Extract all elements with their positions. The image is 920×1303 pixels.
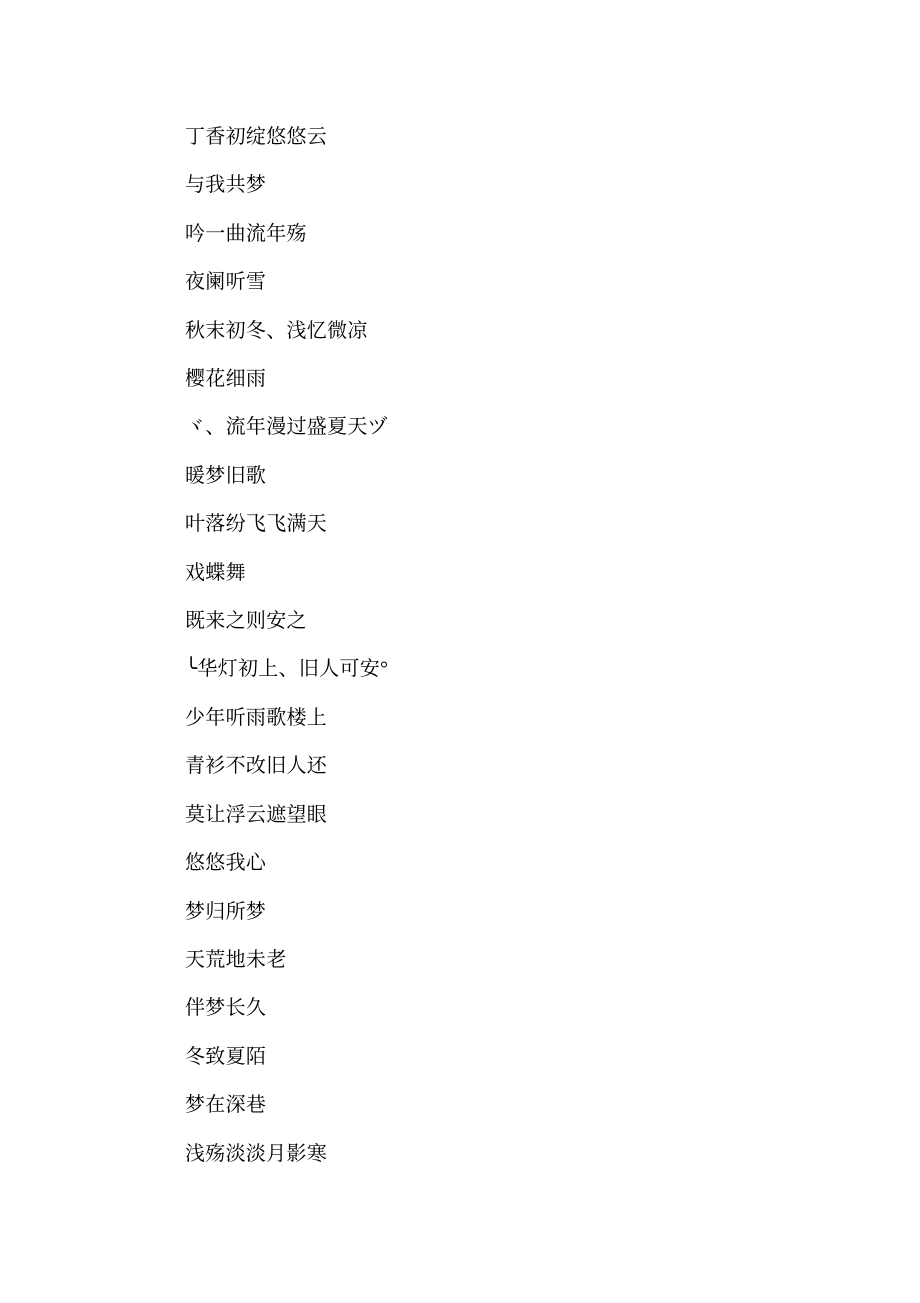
text-line: 秋末初冬、浅忆微凉 <box>185 319 368 342</box>
text-line: 与我共梦 <box>185 174 267 197</box>
text-line: 悠悠我心 <box>185 852 267 875</box>
text-line: 丁香初绽悠悠云 <box>185 126 328 148</box>
text-line: 莫让浮云遮望眼 <box>185 803 328 826</box>
text-line: 既来之则安之 <box>185 610 307 633</box>
text-line: 天荒地未老 <box>185 948 287 971</box>
text-line: 吟一曲流年殇 <box>185 222 307 245</box>
text-line: 浅殇淡淡月影寒 <box>185 1142 328 1165</box>
text-line: ╰华灯初上、旧人可安° <box>185 658 389 681</box>
text-line: 少年听雨歌楼上 <box>185 706 328 729</box>
text-line: 梦归所梦 <box>185 900 267 923</box>
text-line: 暖梦旧歌 <box>185 464 267 487</box>
text-line: 冬致夏陌 <box>185 1045 267 1068</box>
text-line: 樱花细雨 <box>185 368 267 391</box>
text-line: 青衫不改旧人还 <box>185 755 328 778</box>
text-line: 叶落纷飞飞满天 <box>185 513 328 536</box>
text-line: 戏蝶舞 <box>185 561 246 584</box>
text-line: 夜阑听雪 <box>185 271 267 294</box>
text-line: 梦在深巷 <box>185 1094 267 1117</box>
text-line: ヾ、流年漫过盛夏天ヅ <box>185 416 388 439</box>
text-line: 伴梦长久 <box>185 997 267 1020</box>
